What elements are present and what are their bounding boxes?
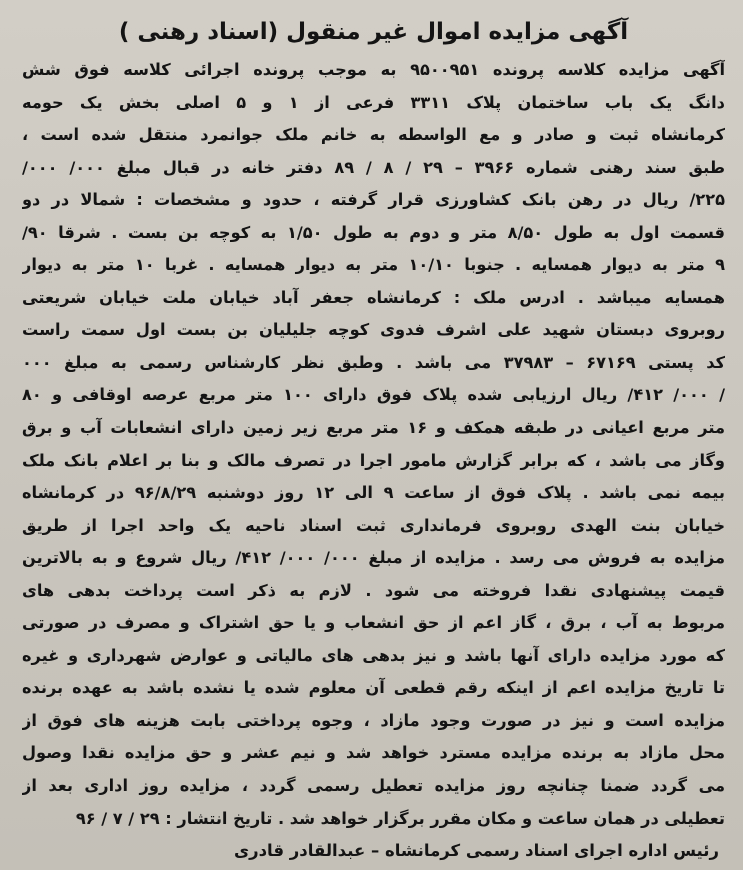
notice-line: متر مربع اعیانی در طبقه همکف و ۱۶ متر مربع زیر زمین دارای انشعابات آب و برق [22, 418, 725, 438]
notice-line: طبق سند رهنی شماره ۳۹۶۶ – ۲۹ / ۸ / ۸۹ دفتر خانه در قبال مبلغ ۰۰۰/ ۰۰۰/ [22, 157, 725, 177]
notice-line: خیابان بنت الهدی روبروی فرمانداری ثبت اسناد ناحیه یک واحد اجرا از طریق [22, 515, 725, 535]
notice-signature: رئیس اداره اجرای اسناد رسمی کرمانشاه – عبدالقادر قادری [233, 841, 719, 861]
notice-line: محل مازاد به برنده مزایده مسترد خواهد شد و نیم عشر و حق مزایده نقدا وصول [22, 743, 725, 763]
notice-line: مزایده است و نیز در صورت وجود مازاد ، وجوه پرداختی بابت هزینه های فوق از [22, 710, 725, 730]
notice-line: آگهی مزایده کلاسه پرونده ۹۵۰۰۹۵۱ به موجب پرونده اجرائی کلاسه فوق شش [22, 60, 725, 79]
notice-line: بیمه نمی باشد . پلاک فوق از ساعت ۹ الی ۱۲ روز دوشنبه ۹۶/۸/۲۹ در کرمانشاه [22, 483, 725, 503]
notice-title: آگهی مزایده اموال غیر منقول (اسناد رهنی ) [118, 19, 629, 45]
notice-line: ۲۲۵/ ریال در رهن بانک کشاورزی قرار گرفته ، حدود و مشخصات : شمالا در دو [22, 190, 725, 210]
notice-line: دانگ یک باب ساختمان پلاک ۳۳۱۱ فرعی از ۱ و ۵ اصلی بخش یک حومه [22, 92, 725, 112]
notice-line: که مورد مزایده دارای آنها باشد و نیز بدهی های مالیاتی و عوارض شهرداری و غیره [22, 645, 725, 665]
notice-line: تا تاریخ مزایده اعم از اینکه رقم قطعی آن معلوم شده یا نشده باشد به عهده برنده [22, 678, 725, 698]
notice-line: همسایه میباشد . ادرس ملک : کرمانشاه جعفر آباد خیابان ملت خیابان شریعتی [22, 287, 725, 307]
notice-line: می گردد ضمنا چنانچه روز مزایده تعطیل رسمی گردد ، مزایده روز اداری بعد از [22, 776, 725, 796]
notice-body [22, 54, 725, 835]
notice-line: مربوط به آب ، برق ، گاز اعم از حق انشعاب و یا حق اشتراک و مصرف در صورتی [22, 613, 725, 633]
notice-line: وگاز می باشد ، که برابر گزارش مامور اجرا در تصرف مالک و بنا بر اعلام بانک ملک [22, 450, 725, 470]
notice-line: روبروی دبستان شهید علی اشرف فدوی کوچه جلیلیان بن بست اول سمت راست [22, 320, 725, 340]
notice-line: کرمانشاه ثبت و صادر و مع الواسطه به خانم ملک جوانمرد منتقل شده است ، [22, 125, 725, 145]
notice-line: ۹ متر به دیوار همسایه . جنوبا ۱۰/۱۰ متر به دیوار همسایه . غربا ۱۰ متر به دیوار [22, 255, 725, 275]
notice-line: تعطیلی در همان ساعت و مکان مقرر برگزار خواهد شد . تاریخ انتشار : ۲۹ / ۷ / ۹۶ [75, 808, 725, 828]
notice-line: قسمت اول به طول ۸/۵۰ متر و دوم به طول ۱/۵۰ به کوچه بن بست . شرقا ۹۰/ [22, 222, 725, 242]
notice-line: کد پستی ۶۷۱۶۹ – ۳۷۹۸۳ می باشد . وطبق نظر کارشناس رسمی به مبلغ ۰۰۰ [22, 352, 725, 372]
notice-line: قیمت پیشنهادی نقدا فروخته می شود . لازم به ذکر است پرداخت بدهی های [22, 580, 725, 600]
notice-line: مزایده به فروش می رسد . مزایده از مبلغ ۰۰۰/ ۰۰۰/ ۴۱۲/ ریال شروع و به بالاترین [22, 548, 725, 568]
notice-line: / ۰۰۰/ ۴۱۲/ ریال ارزیابی شده پلاک فوق دارای ۱۰۰ متر مربع عرصه اوقافی و ۸۰ [22, 385, 725, 405]
